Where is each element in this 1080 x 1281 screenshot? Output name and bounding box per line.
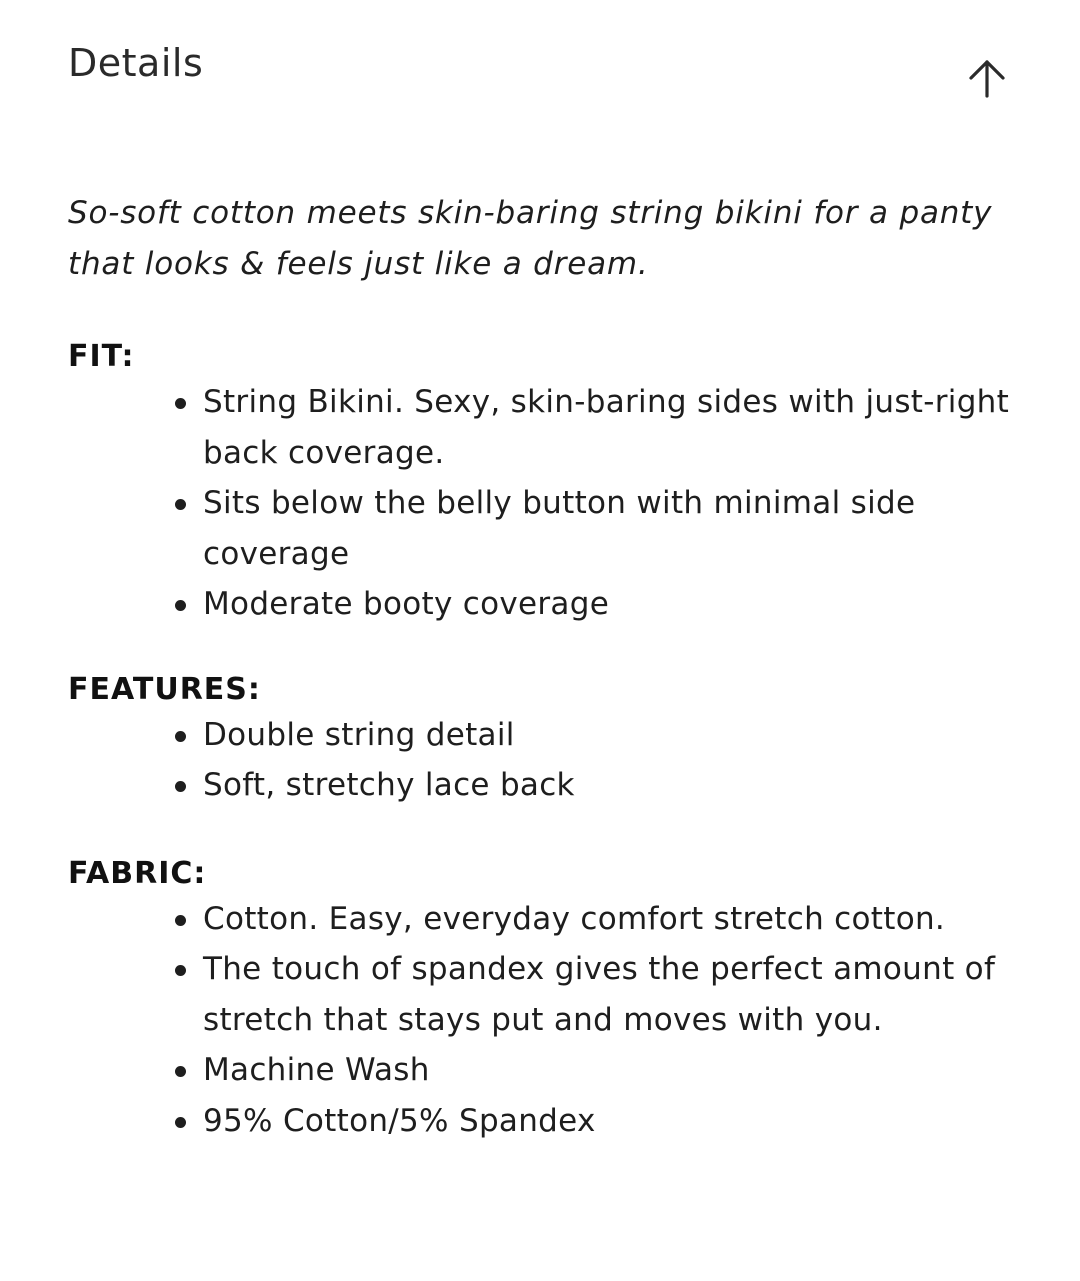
bullet-icon — [175, 731, 186, 742]
bullet-icon — [175, 499, 186, 510]
list-item: Sits below the belly button with minimal side coverage — [68, 478, 1018, 579]
bullet-icon — [175, 781, 186, 792]
bullet-icon — [175, 915, 186, 926]
list-item: Cotton. Easy, everyday comfort stretch cotton. — [68, 894, 1018, 945]
details-content — [68, 188, 1018, 1146]
bullet-icon — [175, 398, 186, 409]
list-item: String Bikini. Sexy, skin-baring sides with just-right back coverage. — [68, 377, 1018, 478]
section-title-details: Details — [68, 41, 204, 85]
details-header[interactable] — [0, 0, 1080, 120]
collapse-button[interactable] — [960, 52, 1014, 106]
list-item: 95% Cotton/5% Spandex — [68, 1096, 1018, 1147]
bullet-icon — [175, 1066, 186, 1077]
arrow-up-icon — [960, 52, 1014, 106]
list-item: The touch of spandex gives the perfect amount of stretch that stays put and moves with you. — [68, 944, 1018, 1045]
list-item: Moderate booty coverage — [68, 579, 1018, 630]
fabric-heading: FABRIC: — [68, 855, 207, 891]
fit-list — [68, 377, 1018, 630]
list-item: Soft, stretchy lace back — [68, 760, 1018, 811]
features-list — [68, 710, 1018, 811]
bullet-icon — [175, 600, 186, 611]
features-heading: FEATURES: — [68, 671, 261, 707]
list-item: Double string detail — [68, 710, 1018, 761]
product-description: So-soft cotton meets skin-baring string bikini for a panty that looks & feels just like a dream. — [68, 195, 993, 282]
fabric-list — [68, 894, 1018, 1147]
bullet-icon — [175, 965, 186, 976]
bullet-icon — [175, 1117, 186, 1128]
fit-heading: FIT: — [68, 339, 135, 374]
list-item: Machine Wash — [68, 1045, 1018, 1096]
